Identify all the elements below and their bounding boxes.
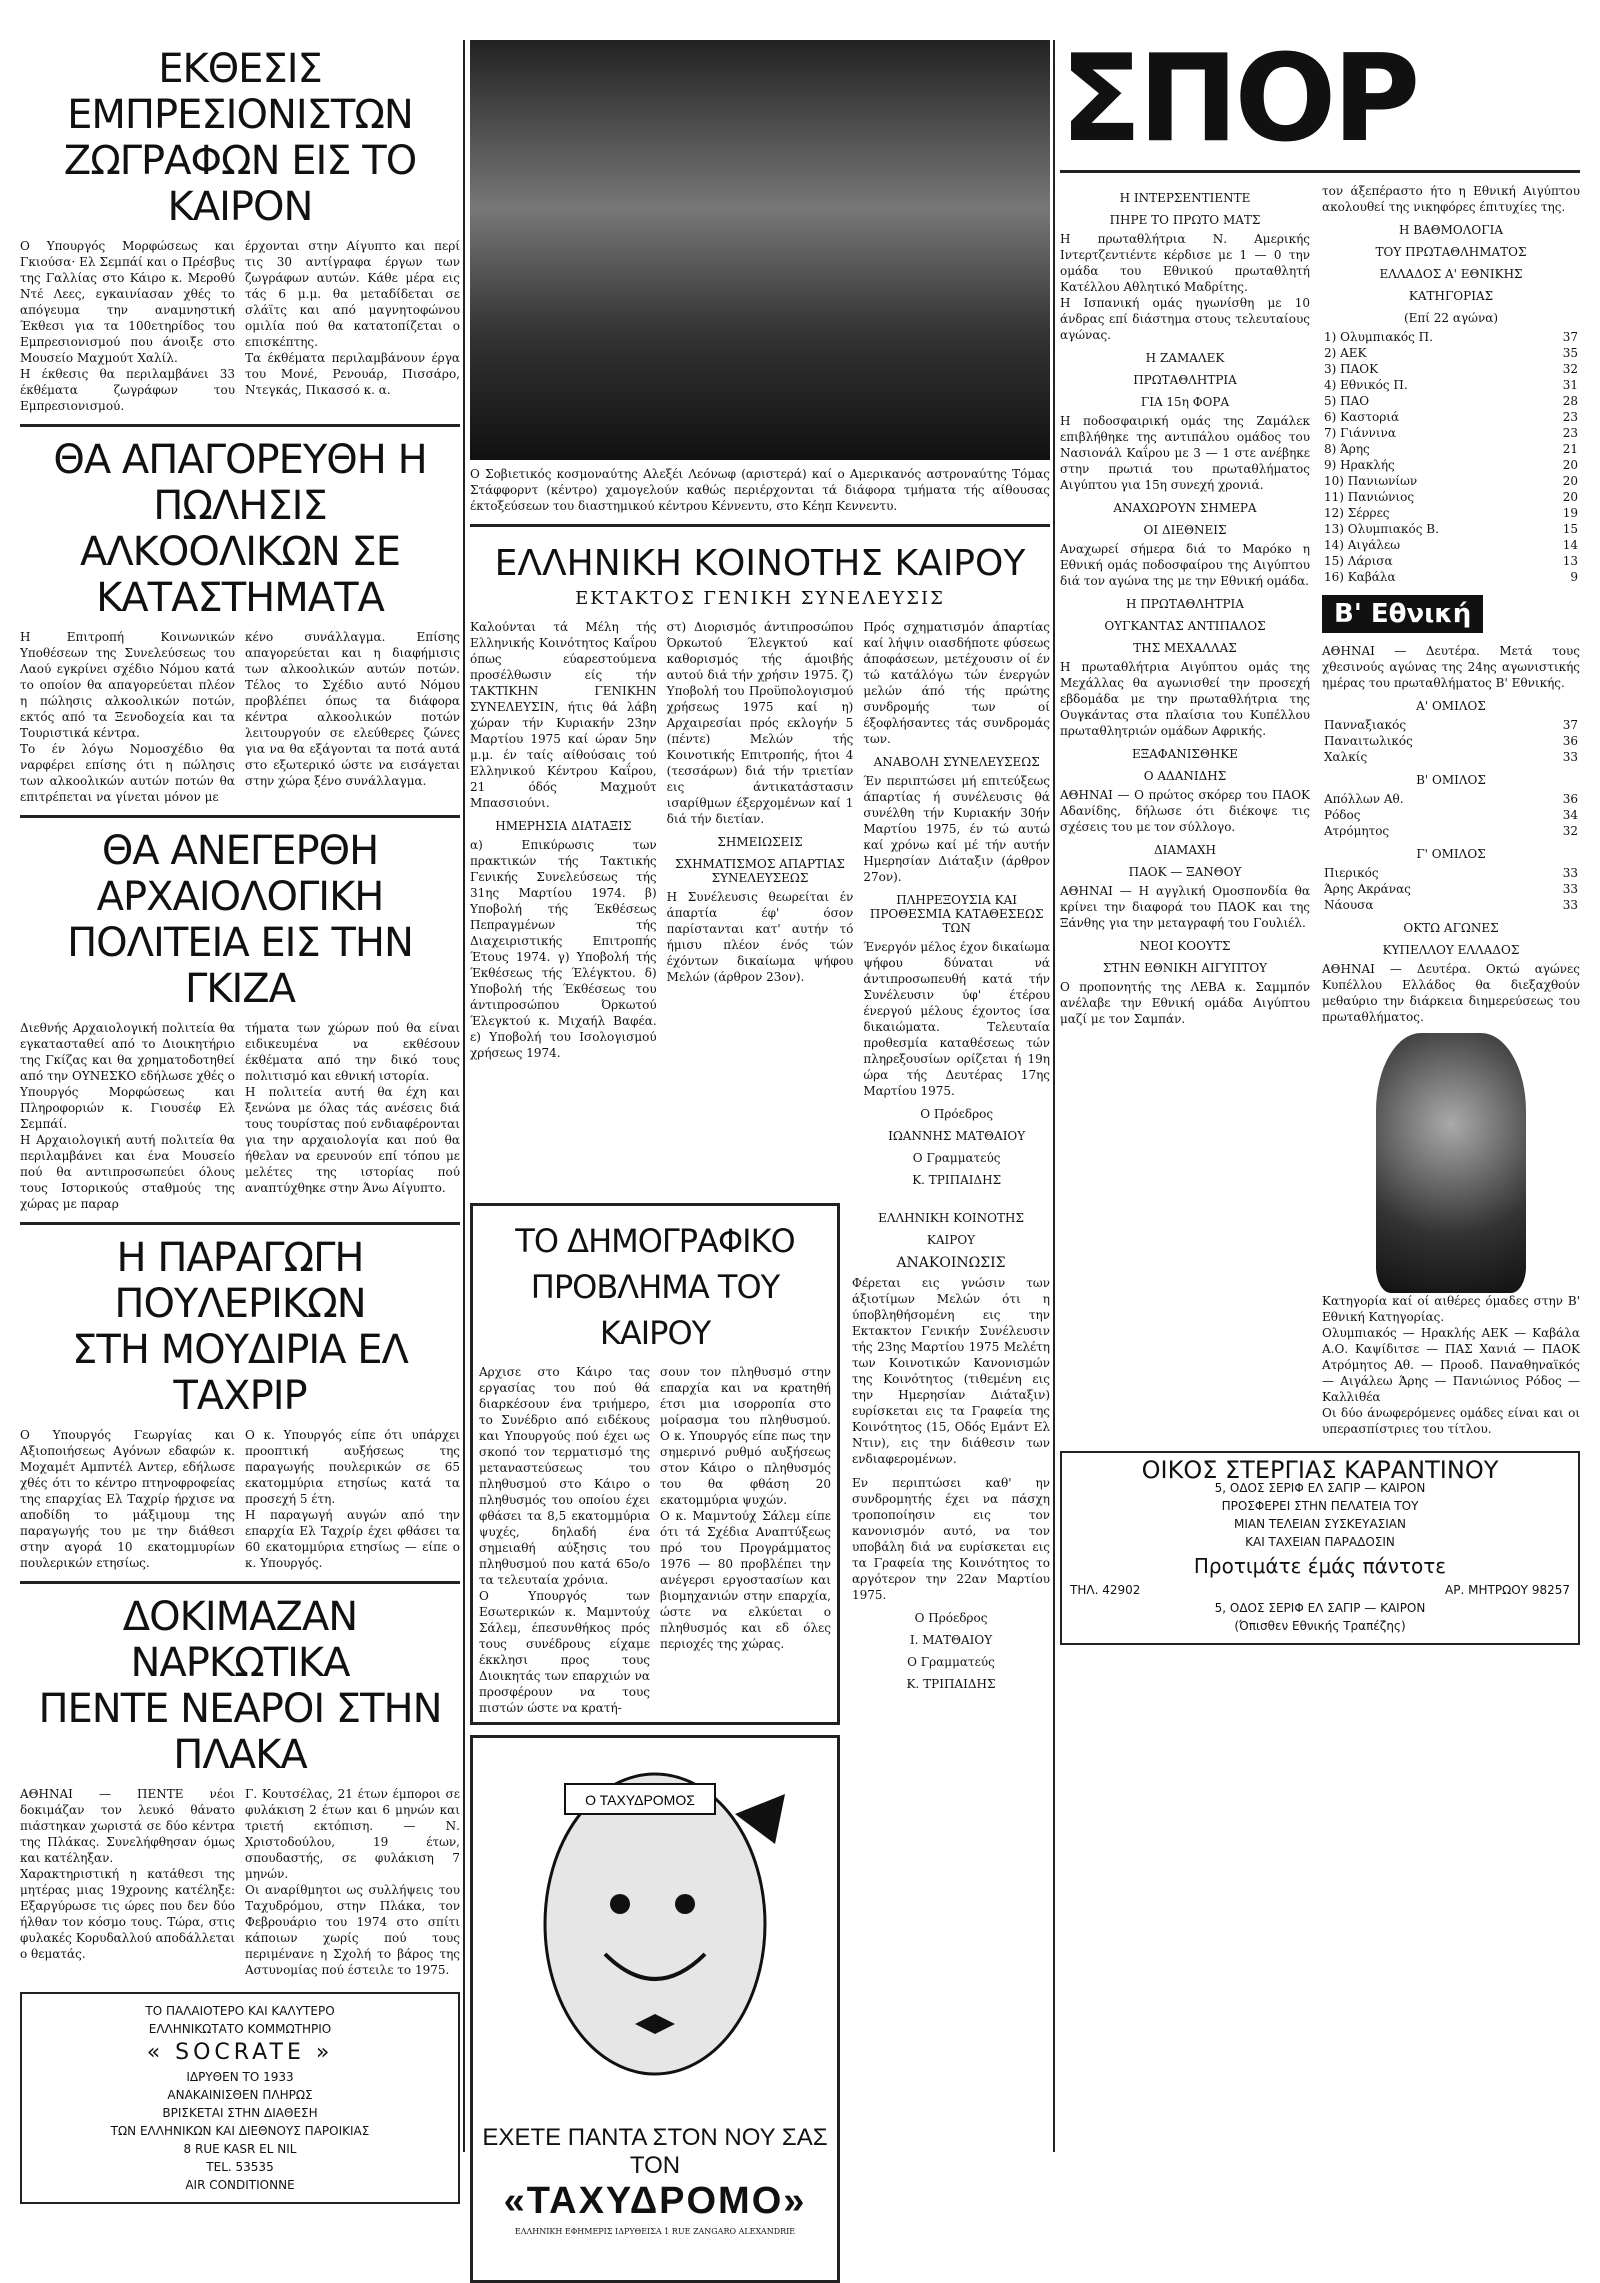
- paragraph: ΑΘΗΝΑΙ — Δευτέρα. Οκτώ αγώνες Κυπέλλου Ελλάδος θα διεξαχθούν μεθαύριο την διάρκεια διημερεύσεως του πρωταθλήματος.: [1322, 962, 1580, 1024]
- notice-title: ΕΛΛΗΝΙΚΗ ΚΟΙΝΟΤΗΣ: [878, 1211, 1024, 1225]
- paragraph: Διεθνής Αρχαιολογική πολιτεία θα εγκατασταθεί από το Διοικητήριο της Γκίζας και θα χρηματοδοτηθεί από την ΟΥΝΕΣΚΟ εδήλωσε χθές ο Υπουργός Μορφώσεως και Πληροφοριών κ. Γιουσέφ Ελ Σεμπάί.: [20, 1021, 235, 1131]
- team-points: 35: [1562, 346, 1578, 360]
- standings-heading: ΚΑΤΗΓΟΡΙΑΣ: [1408, 289, 1494, 303]
- right-column: [1060, 30, 1580, 1645]
- ad-line: 5, ΟΔΟΣ ΣΕΡΙΦ ΕΛ ΣΑΓΙΡ — ΚΑΙΡΟΝ: [1214, 1481, 1426, 1495]
- signature-name: Κ. ΤΡΙΠΑΙΔΗΣ: [906, 1677, 996, 1691]
- ad-phone: ΤΗΛ. 42902: [1070, 1583, 1141, 1597]
- mascot-illustration: [485, 1754, 825, 2114]
- paragraph: Χαρακτηριστική η κατάθεσι της μητέρας μιας 19χρονης κατέληξε: Εξαργύρωσε τις ώρες που δεν δύο ήλθαν τον κόσμο τους. Τώρα, στις φυλακές Κορυδαλλού αποδάλλεται ο θεματάς.: [20, 1867, 235, 1961]
- news-heading: ΓΙΑ 15η ΦΟΡΑ: [1140, 395, 1230, 409]
- standings-row: [1322, 733, 1580, 749]
- article-narcotics: [20, 1594, 460, 1978]
- paragraph: Καλούνται τά Μέλη τής Ελληνικής Κοινότητος Καΐρου όπως εύαρεστούμενα προσέλθωσιν είς τήν ΤΑΚΤΙΚΗΝ ΓΕΝΙΚΗΝ ΣΥΝΕΛΕΥΣΙΝ, ήτις θά λάβη χώραν τήν Κυριακήν 23ην Μαρτίου 1975 καί ώραν 5ην μ.μ. έν ταίς αίθούσαις τού Ελληνικού Κέντρου Καΐρου, 21 όδός Μαχμούτ Μπασσιούνι.: [470, 620, 657, 810]
- article-poultry: [20, 1235, 460, 1571]
- standings-row: [1322, 393, 1580, 409]
- team-points: 13: [1562, 554, 1578, 568]
- ad-line: ΕΛΛΗΝΙΚΩΤΑΤΟ ΚΟΜΜΩΤΗΡΙΟ: [148, 2022, 332, 2036]
- team-points: 20: [1562, 474, 1578, 488]
- signature-name: Ι. ΜΑΤΘΑΙΟΥ: [909, 1633, 993, 1647]
- team-name: 13) Ολυμπιακός Β.: [1324, 522, 1439, 536]
- standings-row: [1322, 807, 1580, 823]
- team-name: 10) Πανιωνίων: [1324, 474, 1418, 488]
- standings-table: [1322, 329, 1580, 585]
- standings-row: [1322, 489, 1580, 505]
- standings-row: [1322, 505, 1580, 521]
- standings-row: [1322, 569, 1580, 585]
- news-heading: ΕΞΑΦΑΝΙΣΘΗΚΕ: [1131, 747, 1239, 761]
- standings-row: [1322, 553, 1580, 569]
- team-points: 20: [1562, 458, 1578, 472]
- group-heading: Α' ΟΜΙΛΟΣ: [1416, 699, 1486, 713]
- team-points: 14: [1562, 538, 1578, 552]
- paragraph: Η Συνέλευσις θεωρείται έν άπαρτία έφ' όσον παρίστανται κατ' αυτήν τό ήμισυ πλέον ένός τών έχόντων δικαίωμα ψήφου Μελών (άρθρον 23ον).: [666, 890, 854, 984]
- ad-line: ΙΔΡΥΘΕΝ ΤΟ 1933: [186, 2070, 294, 2084]
- standings-heading: (Επί 22 αγώνα): [1403, 311, 1499, 325]
- paragraph: Η ποδοσφαιρική ομάς της Ζαμάλεκ επιβλήθηκε της αντιπάλου ομάδος του Νασιονάλ Καΐρου με 3 — 1 στε ανέβηκε στην πρωτιά του πρωταθλήματος Αιγύπτου για 15η συνεχή χρονιά.: [1060, 414, 1310, 492]
- paragraph: Η έκθεσις θα περιλαμβάνει 33 έκθέματα ζωγράφων του Εμπρεσιονισμού.: [20, 367, 235, 413]
- divider: [20, 1222, 460, 1225]
- team-points: 21: [1562, 442, 1578, 456]
- taxydromos-advertisement: [470, 1735, 840, 2283]
- team-name: Ρόδος: [1324, 808, 1361, 822]
- paragraph: τήματα των χώρων πού θα είναι ειδικευμένα να εκθέσουν έκθέματα από την δικό τους πολιτισμό και εθνική ιστορία.: [245, 1021, 460, 1083]
- section-heading: ΣΗΜΕΙΩΣΕΙΣ: [717, 835, 803, 849]
- article-archaeology: [20, 828, 460, 1212]
- divider: [1060, 170, 1580, 173]
- team-points: 37: [1562, 330, 1578, 344]
- divider: [20, 424, 460, 427]
- cup-heading: ΟΚΤΩ ΑΓΩΝΕΣ: [1403, 921, 1499, 935]
- standings-row: [1322, 521, 1580, 537]
- notice-title: ΚΑΙΡΟΥ: [926, 1233, 976, 1247]
- team-name: 6) Καστοριά: [1324, 410, 1400, 424]
- news-heading: ΟΥΓΚΑΝΤΑΣ ΑΝΤΙΠΑΛΟΣ: [1104, 619, 1266, 633]
- mascot-badge-text: Ο ΤΑΧΥΔΡΟΜΟΣ: [585, 1792, 695, 1808]
- team-points: 31: [1562, 378, 1578, 392]
- team-points: 36: [1562, 734, 1578, 748]
- ad-line: TEL. 53535: [206, 2160, 274, 2174]
- team-name: 9) Ηρακλής: [1324, 458, 1395, 472]
- standings-row: [1322, 345, 1580, 361]
- team-points: 33: [1562, 866, 1578, 880]
- ad-line: ΤΩΝ ΕΛΛΗΝΙΚΩΝ ΚΑΙ ΔΙΕΘΝΟΥΣ ΠΑΡΟΙΚΙΑΣ: [110, 2124, 370, 2138]
- team-name: 4) Εθνικός Π.: [1324, 378, 1408, 392]
- paragraph: Έν περιπτώσει μή επιτεύξεως άπαρτίας ή συνέλευσις θά συνέλθη τήν Κυριακήν 30ήν Μαρτίου 1975, έν τώ αυτώ καί χρόνω καί μέ τήν αυτήν Ημερησίαν Διάταξιν (άρθρον 27ον).: [863, 774, 1050, 884]
- b-national-badge: Β' Εθνική: [1322, 595, 1483, 633]
- standings-row: [1322, 473, 1580, 489]
- team-name: 8) Άρης: [1324, 442, 1370, 456]
- team-name: Άρης Ακράνας: [1324, 882, 1411, 896]
- paragraph: Ο κ. Υπουργός είπε ότι υπάρχει προοπτική αυξήσεως της παραγωγής πουλερικών σε 65 εκατομμύρια ετησίως κατά τα προσεχή 5 έτη.: [245, 1428, 460, 1506]
- group-heading: Γ' ΟΜΙΛΟΣ: [1416, 847, 1486, 861]
- paragraph: α) Επικύρωσις των πρακτικών τής Τακτικής Γενικής Συνελεύσεως τής 31ης Μαρτίου 1974. β) Υποβολή τής Έκθέσεως Πεπραγμένων τής Διαχειριστικής Επιτροπής Έτους 1974. γ) Υποβολή τής Έκθέσεως τής Έλέγκτου. δ) Υποβολή τής Έκθέσεως του άντιπροσώπου Όρκωτού Έλεγκτού κ. Μιχαήλ Βαφέα. ε) Υποβολή του Ισολογισμού χρήσεως 1974.: [470, 838, 657, 1060]
- paragraph: Πρός σχηματισμόν άπαρτίας καί λήψιν οιασδήποτε φύσεως άποφάσεων, μετέχουσιν οί έν τώ κατάλόγω τών ένεργών μελών άπό τής πρώτης συνδρομής των οί έξοφλήσαντες τάς συνδρομάς των.: [863, 620, 1050, 746]
- team-points: 36: [1562, 792, 1578, 806]
- section-heading: ΗΜΕΡΗΣΙΑ ΔΙΑΤΑΞΙΣ: [495, 819, 632, 833]
- ad-line: ΚΑΙ ΤΑΧΕΙΑΝ ΠΑΡΑΔΟΣΙΝ: [1245, 1535, 1395, 1549]
- title-line: ΠΡΟΒΛΗΜΑ ΤΟΥ ΚΑΙΡΟΥ: [530, 1268, 780, 1352]
- ad-line: AIR CONDITIONNE: [185, 2178, 295, 2192]
- group-c-table: [1322, 865, 1580, 913]
- divider: [20, 815, 460, 818]
- standings-row: [1322, 377, 1580, 393]
- cup-heading: ΚΥΠΕΛΛΟΥ ΕΛΛΑΔΟΣ: [1382, 943, 1520, 957]
- article-title: [20, 437, 460, 621]
- title-line: ΤΟ ΔΗΜΟΓΡΑΦΙΚΟ: [515, 1222, 795, 1260]
- paragraph: Η Αρχαιολογική αυτή πολιτεία θα περιλαμβάνει και ένα Μουσείο πού θα αντιπροσωπεύει όλους τους Ιστορικούς σταθμούς της χώρας με παραρ: [20, 1133, 235, 1211]
- team-points: 33: [1562, 898, 1578, 912]
- paragraph: Φέρεται εις γνώσιν των άξιοτίμων Μελών ότι η ύποβληθήσομένη εις την Εκτακτον Γενικήν Συνέλευσιν τής 23ης Μαρτίου 1975 Μελέτη των Κοινοτικών Κανονισμών της Κοινότητος (τιθεμένη εις την Ημερησίαν Διάταξιν) ευρίσκεται εις τα Γραφεία της Κοινότητος (15, Οδός Εμάντ Ελ Ντιν), εις την διάθεσιν των ενδιαφερομένων.: [852, 1276, 1050, 1466]
- news-heading: ΝΕΟΙ ΚΟΟΥΤΣ: [1139, 939, 1231, 953]
- news-heading: ΠΗΡΕ ΤΟ ΠΡΩΤΟ ΜΑΤΣ: [1109, 213, 1261, 227]
- article-title: [20, 828, 460, 1012]
- paragraph: Τα έκθέματα περιλαμβάνουν έργα του Μονέ, Ρενουάρ, Πισσάρο, Ντεγκάς, Πικασσό κ. α.: [245, 351, 460, 397]
- paragraph: Η Επιτροπή Κοινωνικών Υποθέσεων της Συνελεύσεως του Λαού εγκρίνει σχέδιο Νόμου κατά το οποίον θα απαγορεύεται πλέον η πώλησις αλκοολικών ποτών, εκτός από τα Ξενοδοχεία και τα Τουριστικά κέντρα.: [20, 630, 235, 740]
- paragraph: στ) Διορισμός άντιπροσώπου Όρκωτού Έλεγκτού καί καθορισμός τής άμοιβής αυτού διά τήν χρήσιν 1975. ζ) Υποβολή του Προϋπολογισμού χρήσεως 1975 καί η) Αρχαιρεσίαι πρός εκλογήν 5 (πέντε) Μελών τής Κοινοτικής Επιτροπής, ήτοι 4 (τεσσάρων) διά τήν τριετίαν εις άντικατάστασιν ισαρίθμων έξερχομένων καί 1 διά τήν διετίαν.: [666, 620, 854, 826]
- section-heading: ΠΛΗΡΕΞΟΥΣΙΑ ΚΑΙ ΠΡΟΘΕΣΜΙΑ ΚΑΤΑΘΕΣΕΩΣ ΤΩΝ: [869, 893, 1044, 935]
- ad-line: (Όπισθεν Εθνικής Τραπέζης): [1234, 1619, 1406, 1633]
- news-heading: Η ΖΑΜΑΛΕΚ: [1145, 351, 1225, 365]
- signature-name: Κ. ΤΡΙΠΑΙΔΗΣ: [912, 1173, 1002, 1187]
- paragraph: Αναχωρεί σήμερα διά το Μαρόκο η Εθνική ομάς ποδοσφαίρου της Αιγύπτου διά τον αγώνα της με την Εθνική ομάδα.: [1060, 542, 1310, 588]
- article-title: [479, 1218, 831, 1356]
- divider: [20, 1581, 460, 1584]
- column-rule-right: [1053, 40, 1055, 2152]
- paragraph: Η πολιτεία αυτή θα έχη και ξενώνα με όλας τάς ανέσεις διά τους τουρίστας πού ενδιαφέρονται για την αρχαιολογία και πού θα ήθελαν να ερευνούν επί τόπου με μελέτες της ιστορίας πού αναπτύχθηκε στην Άνω Αίγυπτο.: [245, 1085, 460, 1195]
- section-heading: ΣΧΗΜΑΤΙΣΜΟΣ ΑΠΑΡΤΙΑΣ ΣΥΝΕΛΕΥΣΕΩΣ: [675, 857, 845, 885]
- standings-column: [1322, 183, 1580, 1437]
- news-heading: ΔΙΑΜΑΧΗ: [1153, 843, 1217, 857]
- photo-caption: Κατηγορία καί οί αιθέρες όμαδες στην Β' Εθνική Κατηγορίας.: [1322, 1294, 1580, 1324]
- paragraph: ΑΘΗΝΑΙ — ΠΕΝΤΕ νέοι δοκιμάζαν τον λευκό θάνατο πιάστηκαν χωριστά σε δύο κέντρα της Πλάκας. Συνελήφθησαν όμως και κατέληξαν.: [20, 1787, 235, 1865]
- team-name: Πανναξιακός: [1324, 718, 1407, 732]
- standings-row: [1322, 361, 1580, 377]
- team-points: 20: [1562, 490, 1578, 504]
- team-points: 28: [1562, 394, 1578, 408]
- karantinou-advertisement: [1060, 1451, 1580, 1645]
- team-name: Χαλκίς: [1324, 750, 1368, 764]
- group-heading: Β' ΟΜΙΛΟΣ: [1416, 773, 1486, 787]
- ad-line: 8 RUE KASR EL NIL: [183, 2142, 297, 2156]
- title-line: ΘΑ ΑΝΕΓΕΡΘΗ ΑΡΧΑΙΟΛΟΓΙΚΗ: [96, 828, 384, 920]
- paragraph: τον άξεπέραστο ήτο η Εθνική Αιγύπτου ακολουθεί της νικηφόρες έπιτυχίες της.: [1322, 184, 1580, 214]
- team-name: 7) Γιάννινα: [1324, 426, 1396, 440]
- community-announcement: [852, 1203, 1050, 2283]
- standings-row: [1322, 823, 1580, 839]
- ad-line: ΜΙΑΝ ΤΕΛΕΙΑΝ ΣΥΣΚΕΥΑΣΙΑΝ: [1234, 1517, 1406, 1531]
- article-title: [20, 1235, 460, 1419]
- team-name: Νάουσα: [1324, 898, 1374, 912]
- ad-registry: ΑΡ. ΜΗΤΡΩΟΥ 98257: [1445, 1583, 1570, 1597]
- demographic-article: [470, 1203, 840, 1725]
- signature-name: ΙΩΑΝΝΗΣ ΜΑΤΘΑΙΟΥ: [888, 1129, 1026, 1143]
- standings-row: [1322, 441, 1580, 457]
- title-line: ΣΤΗ ΜΟΥΔΙΡΙΑ ΕΛ ΤΑΧΡΙΡ: [72, 1327, 408, 1419]
- title-line: ΖΩΓΡΑΦΩΝ ΕΙΣ ΤΟ ΚΑΙΡΟΝ: [63, 138, 417, 230]
- ad-line: ΒΡΙΣΚΕΤΑΙ ΣΤΗΝ ΔΙΑΘΕΣΗ: [162, 2106, 318, 2120]
- left-column: [20, 40, 460, 2204]
- standings-heading: ΕΛΛΑΔΟΣ Α' ΕΘΝΙΚΗΣ: [1379, 267, 1523, 281]
- astronauts-photo: [470, 40, 1050, 460]
- standings-row: [1322, 537, 1580, 553]
- paragraph: Εν περιπτώσει καθ' ην συνδρομητής έχει να πάσχη τροποποίησιν εις τον κανονισμόν αυτό, να τον υποβάλη διά να ευρίσκεται εις τα Γραφεία της Κοινότητος το αργότερον την 22αν Μαρτίου 1975.: [852, 1476, 1050, 1602]
- paragraph: Ο Υπουργός Γεωργίας και Αξιοποιήσεως Αγόνων εδαφών κ. Μοχαμέτ Αμπντέλ Αντερ, εδήλωσε χθές ότι το κέντρο πτηνοφροφείας της επαρχίας Ελ Ταχρίρ ήρχισε να αποδίδη το μάξιμουμ της παραγωγής του με την διάθεσι στην αγορά 10 εκατομμυρίων πουλερικών ετησίως.: [20, 1428, 235, 1570]
- sport-section-title: ΣΠΟΡ: [1060, 30, 1417, 169]
- team-points: 9: [1570, 570, 1578, 584]
- team-points: 34: [1562, 808, 1578, 822]
- team-name: 16) Καβάλα: [1324, 570, 1396, 584]
- title-line: Η ΠΑΡΑΓΩΓΗ ΠΟΥΛΕΡΙΚΩΝ: [114, 1235, 366, 1327]
- standings-row: [1322, 791, 1580, 807]
- paragraph: ΑΘΗΝΑΙ — Ο πρώτος σκόρερ του ΠΑΟΚ Αδανίδης, δήλωσε ότι διέκοψε τις σχέσεις του με τον σύλλογο.: [1060, 788, 1310, 834]
- team-points: 33: [1562, 750, 1578, 764]
- team-name: 14) Αιγάλεω: [1324, 538, 1401, 552]
- news-heading: ΑΝΑΧΩΡΟΥΝ ΣΗΜΕΡΑ: [1113, 501, 1257, 515]
- article-title: [20, 1594, 460, 1778]
- title-line: ΕΚΘΕΣΙΣ ΕΜΠΡΕΣΙΟΝΙΣΤΩΝ: [67, 46, 413, 138]
- ad-line: ΠΡΟΣΦΕΡΕΙ ΣΤΗΝ ΠΕΛΑΤΕΙΑ ΤΟΥ: [1221, 1499, 1419, 1513]
- paragraph: Ο προπονητής της ΛΕΒΑ κ. Σαμμπόν ανέλαβε την Εθνική ομάδα Αιγύπτου μαζί με τον Σαμπάν.: [1060, 980, 1310, 1026]
- paragraph: Η Ισπανική ομάς ηγωνίσθη με 10 άνδρας επί διάστημα στους τελευταίους αγώνας.: [1060, 296, 1310, 342]
- team-points: 37: [1562, 718, 1578, 732]
- group-a-table: [1322, 717, 1580, 765]
- notice-heading: ΑΝΑΚΟΙΝΩΣΙΣ: [896, 1255, 1006, 1271]
- team-points: 32: [1562, 824, 1578, 838]
- article-title: [20, 46, 460, 230]
- team-name: 12) Σέρρες: [1324, 506, 1390, 520]
- team-name: 15) Λάρισα: [1324, 554, 1393, 568]
- team-name: Πιερικός: [1324, 866, 1379, 880]
- team-name: 2) ΑΕΚ: [1324, 346, 1367, 360]
- team-name: 11) Πανιώνιος: [1324, 490, 1415, 504]
- standings-row: [1322, 457, 1580, 473]
- standings-row: [1322, 865, 1580, 881]
- team-points: 19: [1562, 506, 1578, 520]
- paragraph: ΑΘΗΝΑΙ — Δευτέρα. Μετά τους χθεσινούς αγώνας της 24ης αγωνιστικής ημέρας του πρωταθλήματος Β' Εθνικής.: [1322, 644, 1580, 690]
- paragraph: Ο κ. Μαμντούχ Σάλεμ είπε ότι τά Σχέδια Αναπτύξεως πρό του Προγράμματος 1976 — 80 προβλέπει την ανέγερσι εργοστασίων και βιομηχανιών στην επαρχία, ώστε να ελκύεται ο πληθυσμός και εδ όλες περιοχές της χώρας.: [660, 1509, 831, 1651]
- standings-row: [1322, 425, 1580, 441]
- sport-news-column: [1060, 183, 1310, 1437]
- standings-row: [1322, 409, 1580, 425]
- divider: [470, 524, 1050, 527]
- paragraph: Η παραγωγή αυγών από την επαρχία Ελ Ταχρίρ έχει φθάσει τα 60 εκατομμύρια ετησίως — είπε ο κ. Υπουργός.: [245, 1508, 460, 1570]
- team-name: Ατρόμητος: [1324, 824, 1390, 838]
- standings-row: [1322, 749, 1580, 765]
- trophy-image: [1376, 1033, 1526, 1293]
- ad-line: ΑΝΑΚΑΙΝΙΣΘΕΝ ΠΛΗΡΩΣ: [167, 2088, 313, 2102]
- news-heading: Ο ΑΔΑΝΙΔΗΣ: [1143, 769, 1227, 783]
- cup-matches: Ολυμπιακός — Ηρακλής ΑΕΚ — Καβάλα Α.Ο. Καψίδιτσε — ΠΑΣ Χανιά — ΠΑΟΚ Ατρόμητος Αθ. — Προοδ. Παναθηναϊκός — Αιγάλεω Άρης — Πανιώνιος Ρόδος — Καλλιθέα: [1322, 1326, 1580, 1404]
- paragraph: Το έν λόγω Νομοσχέδιο θα ναρφέρει επίσης ότι η πώλησις των αλκοολικών αυτών ποτών θα επιτρέπεται να γίνεται μόνον με: [20, 742, 235, 804]
- community-meeting-notice: [470, 543, 1050, 1191]
- paragraph: Γ. Κουτσέλας, 21 έτων έμποροι σε φυλάκιση 2 έτων και 6 μηνών και τριετή εκτόπιση. — Ν. Χριστοδούλου, 19 έτων, σπουδαστής, σε φυλάκιση 7 μηνών.: [245, 1787, 460, 1881]
- standings-heading: ΤΟΥ ΠΡΩΤΑΘΛΗΜΑΤΟΣ: [1375, 245, 1527, 259]
- middle-column: [470, 40, 1050, 2283]
- team-name: 1) Ολυμπιακός Π.: [1324, 330, 1433, 344]
- ad-line: ΤΟΝ: [629, 2152, 681, 2179]
- notice-subtitle: ΕΚΤΑΚΤΟΣ ΓΕΝΙΚΗ ΣΥΝΕΛΕΥΣΙΣ: [575, 588, 945, 609]
- news-heading: ΠΑΟΚ — ΞΑΝΘΟΥ: [1128, 865, 1242, 879]
- ad-line: 5, ΟΔΟΣ ΣΕΡΙΦ ΕΛ ΣΑΓΙΡ — ΚΑΙΡΟΝ: [1214, 1601, 1426, 1615]
- ad-title: ΟΙΚΟΣ ΣΤΕΡΓΙΑΣ ΚΑΡΑΝΤΙΝΟΥ: [1141, 1456, 1499, 1484]
- ad-line: ΤΟ ΠΑΛΑΙΟΤΕΡΟ ΚΑΙ ΚΑΛΥΤΕΡΟ: [145, 2004, 335, 2018]
- title-line: ΑΛΚΟΟΛΙΚΩΝ ΣΕ ΚΑΤΑΣΤΗΜΑΤΑ: [79, 529, 401, 621]
- team-points: 15: [1562, 522, 1578, 536]
- standings-row: [1322, 329, 1580, 345]
- ad-headline: ΕΧΕΤΕ ΠΑΝΤΑ ΣΤΟΝ ΝΟΥ ΣΑΣ: [482, 2124, 828, 2151]
- socrate-advertisement: [20, 1992, 460, 2204]
- title-line: ΘΑ ΑΠΑΓΟΡΕΥΘΗ Η ΠΩΛΗΣΙΣ: [53, 437, 427, 529]
- team-points: 33: [1562, 882, 1578, 896]
- news-heading: ΣΤΗΝ ΕΘΝΙΚΗ ΑΙΓΥΠΤΟΥ: [1102, 961, 1268, 975]
- team-name: Παναιτωλικός: [1324, 734, 1413, 748]
- paragraph: Η πρωταθλήτρια Αιγύπτου ομάς της Μεχάλλας θα αγωνισθεί την προσεχή εβδομάδα με την πρωταθλήτρια της Ουγκάντας στα πλαίσια του Κυπέλλου πρωταθλητριών ομάδων Αφρικής.: [1060, 660, 1310, 738]
- group-b-table: [1322, 791, 1580, 839]
- ad-foot: ΕΛΛΗΝΙΚΗ ΕΦΗΜΕΡΙΣ ΙΔΡΥΘΕΙΣΑ 1 RUE ZANGARO ALEXANDRIE: [514, 2227, 796, 2236]
- ad-brand: «ΤΑΧΥΔΡΟΜΟ»: [503, 2180, 807, 2222]
- ad-slogan: Προτιμάτε έμάς πάντοτε: [1193, 1554, 1447, 1578]
- team-name: Απόλλων Αθ.: [1324, 792, 1404, 806]
- signature-role: Ο Γραμματεύς: [912, 1151, 1001, 1165]
- team-name: 3) ΠΑΟΚ: [1324, 362, 1379, 376]
- paragraph: Ο Υπουργός των Εσωτερικών κ. Μαμντούχ Σάλεμ, έπεσυνθήκος πρός τους συνέδρους είχαμε έκκλησι προς τους Διοικητάς των επαρχιών να προσφέρουν να τους πιστών ώστε να κρατή-: [479, 1589, 650, 1715]
- notice-title: ΕΛΛΗΝΙΚΗ ΚΟΙΝΟΤΗΣ ΚΑΙΡΟΥ: [494, 543, 1026, 584]
- photo-caption: Ο Σοβιετικός κοσμοναύτης Αλεξέι Λεόνωφ (αριστερά) καί ο Αμερικανός αστροναύτης Τόμας Στάφφορντ (κέντρο) χαμογελούν καθώς περιέρχονται τά διάφορα τμήματα τής αίθουσας έκτοξεύσεων του διαστημικού κέντρου Κέννεντυ, στο Κέηπ Κεννεντυ.: [470, 467, 1050, 513]
- news-heading: ΠΡΩΤΑΘΛΗΤΡΙΑ: [1133, 373, 1237, 387]
- team-points: 23: [1562, 426, 1578, 440]
- paragraph: Ο Υπουργός Μορφώσεως και Γκιούσα· Ελ Σεμπάί και ο Πρέσβυς της Γαλλίας στο Κάιρο κ. Μεροθύ Ντέ Λεες, εγκαινίασαν χθές το απόγευμα την αναμνηστική Έκθεσι για τα 100ετηρίδος του Εμπρεσιονισμού που άνοιξε στο Μουσείο Μαχμούτ Χαλίλ.: [20, 239, 235, 365]
- paragraph: Αρχισε στο Κάιρο τας εργασίας του πού θά διαρκέσουν ένα τριήμερο, το Συνέδριο από ειδέκους και Υπουργούς πού έχει ως σκοπό τον τερματισμό της μεταναστεύσεως του πληθυσμού στο Κάιρο ο πληθυσμός του οποίου έχει φθάσει τα 8,5 εκατομμύρια ψυχές, δηλαδή ένα σημειαθή αύξησις του πληθυσμού που κατά 65ο/ο τα τελευταία χρόνια.: [479, 1365, 650, 1587]
- article-alcohol: [20, 437, 460, 805]
- section-heading: ΑΝΑΒΟΛΗ ΣΥΝΕΛΕΥΣΕΩΣ: [873, 755, 1040, 769]
- news-heading: Η ΠΡΩΤΑΘΛΗΤΡΙΑ: [1126, 597, 1244, 611]
- signature-role: Ο Γραμματεύς: [907, 1655, 995, 1669]
- standings-row: [1322, 897, 1580, 913]
- standings-row: [1322, 881, 1580, 897]
- paragraph: Οι αναρίθμητοι ως συλλήψεις του Ταχυδρόμου, στην Πλάκα, τον Φεβρουάριο του 1974 στο σπίτι κάποιων χωρίς πού τους περιμένανε η Σχολή το βάρος της Αστυνομίας πού έστειλε το 1975.: [245, 1883, 460, 1977]
- team-points: 23: [1562, 410, 1578, 424]
- team-name: 5) ΠΑΟ: [1324, 394, 1370, 408]
- paragraph: Η πρωταθλήτρια Ν. Αμερικής Ιντερτζεντιέντε κέρδισε με 1 — 0 την ομάδα του Εθνικού πρωταθλητή Κατέλλου Αθλητικό Μαδρίτης.: [1060, 232, 1310, 294]
- paragraph: Ένεργόν μέλος έχον δικαίωμα ψήφου δύναται νά άντιπροσωπευθή κατά τήν Συνέλευσιν ύφ' έτέρου ένεργού μέλους έχοντος ίσα δικαιώματα. Τελευταία προθεσμία καταθέσεως τών πληρεξουσίων ορίζεται ή 19η ώρα τής Δευτέρας 17ης Μαρτίου 1975.: [863, 940, 1050, 1098]
- news-heading: ΟΙ ΔΙΕΘΝΕΙΣ: [1143, 523, 1227, 537]
- column-rule-left: [463, 40, 465, 2152]
- article-impressionists: [20, 46, 460, 414]
- news-heading: Η ΙΝΤΕΡΣΕΝΤΙΕΝΤΕ: [1119, 191, 1251, 205]
- paragraph: σουν τον πληθυσμό στην επαρχία και να κρατηθή έτσι μια ισορροπία στο μοίρασμα του πληθυσμού. Ο κ. Υπουργός είπε πως την σημερινό ρυθμό αυξήσεως στον Κάιρο ο πληθυσμός του θα φθάση 20 εκατομμύρια ψυχών.: [660, 1365, 831, 1507]
- paragraph: Οι δύο άνωφερόμενες ομάδες είναι και οι υπερασπίστριες του τίτλου.: [1322, 1406, 1580, 1436]
- title-line: ΔΟΚΙΜΑΖΑΝ ΝΑΡΚΩΤΙΚΑ: [122, 1594, 358, 1686]
- signature-role: Ο Πρόεδρος: [920, 1107, 994, 1121]
- standings-heading: Η ΒΑΘΜΟΛΟΓΙΑ: [1399, 223, 1503, 237]
- title-line: ΠΕΝΤΕ ΝΕΑΡΟΙ ΣΤΗΝ ΠΛΑΚΑ: [38, 1686, 442, 1778]
- paragraph: κένο συνάλλαγμα. Επίσης απαγορεύεται και η διαφήμισις των αλκοολικών αυτών ποτών. Τέλος το Σχέδιο αυτό Νόμου προβλέπει όπως τα διάφορα κέντρα αλκοολικών ποτών λειτουργούν σε ελεύθερες ζώνες για να θα εξάγονται τα ποτά αυτά στο εξωτερικό ώστε να εισάγεται στην χώρα ξένο συνάλλαγμα.: [245, 630, 460, 788]
- standings-row: [1322, 717, 1580, 733]
- paragraph: ΑΘΗΝΑΙ — Η αγγλική Ομοσπονδία θα κρίνει την διαφορά του ΠΑΟΚ και της Ξάνθης για την μεταγραφή του Γουλιέλ.: [1060, 884, 1310, 930]
- paragraph: έρχονται στην Αίγυπτο και περί τις 30 αντίγραφα έργων των ζωγράφων αυτών. Κάθε μέρα εις τάς 6 μ.μ. θα μεταδίδεται σε σλάϊτς και από μαγνητοφώνου ομιλία πού θα κατατοπίζεται ο επισκέπτης.: [245, 239, 460, 349]
- team-points: 32: [1562, 362, 1578, 376]
- signature-role: Ο Πρόεδρος: [914, 1611, 988, 1625]
- news-heading: ΤΗΣ ΜΕΧΑΛΛΑΣ: [1133, 641, 1237, 655]
- ad-brand: « SOCRATE »: [146, 2040, 334, 2065]
- title-line: ΠΟΛΙΤΕΙΑ ΕΙΣ ΤΗΝ ΓΚΙΖΑ: [67, 920, 413, 1012]
